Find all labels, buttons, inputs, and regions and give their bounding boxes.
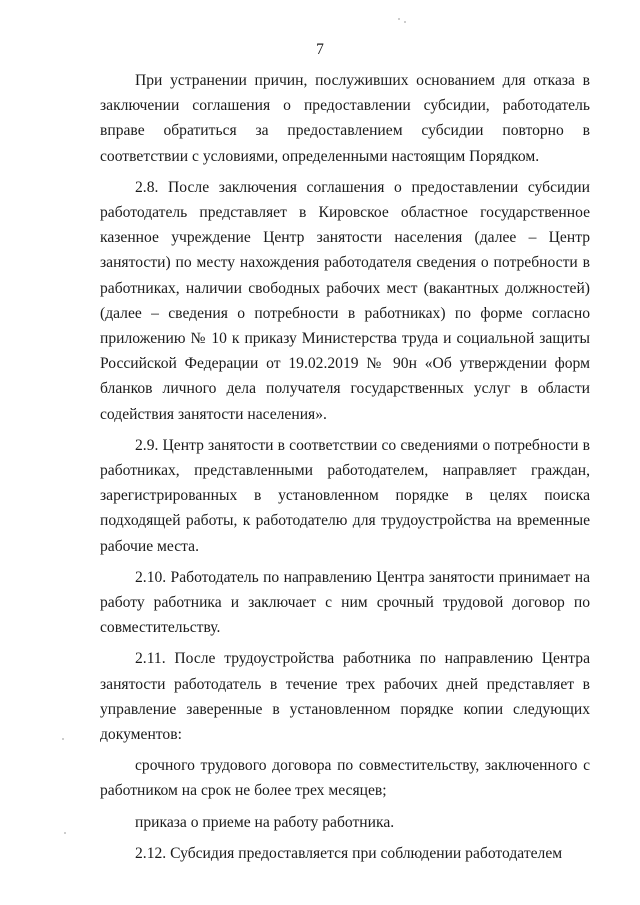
document-body bbox=[100, 68, 590, 872]
paragraph-2-10: 2.10. Работодатель по направлению Центра занятости принимает на работу работника и заключает с ним срочный трудовой договор по совместительству. bbox=[100, 568, 590, 637]
list-item-order: приказа о приеме на работу работника. bbox=[135, 813, 395, 831]
page-number: 7 bbox=[316, 41, 324, 58]
paragraph-refusal-reapply: При устранении причин, послуживших основанием для отказа в заключении соглашения о предоставлении субсидии, работодатель вправе обратиться за предоставлением субсидии повторно в соответствии с условиями, определенными настоящим Порядком. bbox=[100, 72, 590, 165]
scan-speck bbox=[404, 21, 406, 23]
list-item-contract: срочного трудового договора по совместительству, заключенного с работником на срок не более трех месяцев; bbox=[100, 757, 590, 800]
scan-speck bbox=[62, 738, 64, 740]
scan-speck bbox=[64, 832, 66, 834]
paragraph-2-8: 2.8. После заключения соглашения о предоставлении субсидии работодатель представляет в Кировское областное государственное казенное учреждение Центр занятости населения (далее – Центр занятости) по месту нахождения работодателя сведения о потребности в работниках, наличии свободных рабочих мест (вакантных должностей) (далее – сведения о потребности в работниках) по форме согласно приложению № 10 к приказу Министерства труда и социальной защиты Российской Федерации от 19.02.2019 № 90н «Об утверждении форм бланков личного дела получателя государственных услуг в области содействия занятости населения». bbox=[100, 178, 590, 423]
paragraph-2-11: 2.11. После трудоустройства работника по направлению Центра занятости работодатель в течение трех рабочих дней представляет в управление заверенные в установленном порядке копии следующих документов: bbox=[100, 650, 590, 744]
paragraph-2-12: 2.12. Субсидия предоставляется при соблюдении работодателем bbox=[135, 844, 563, 862]
scan-speck bbox=[398, 18, 400, 20]
paragraph-2-9: 2.9. Центр занятости в соответствии со сведениями о потребности в работниках, представленными работодателем, направляет граждан, зарегистрированных в установленном порядке в целях поиска подходящей работы, к работодателю для трудоустройства на временные рабочие места. bbox=[100, 436, 590, 555]
